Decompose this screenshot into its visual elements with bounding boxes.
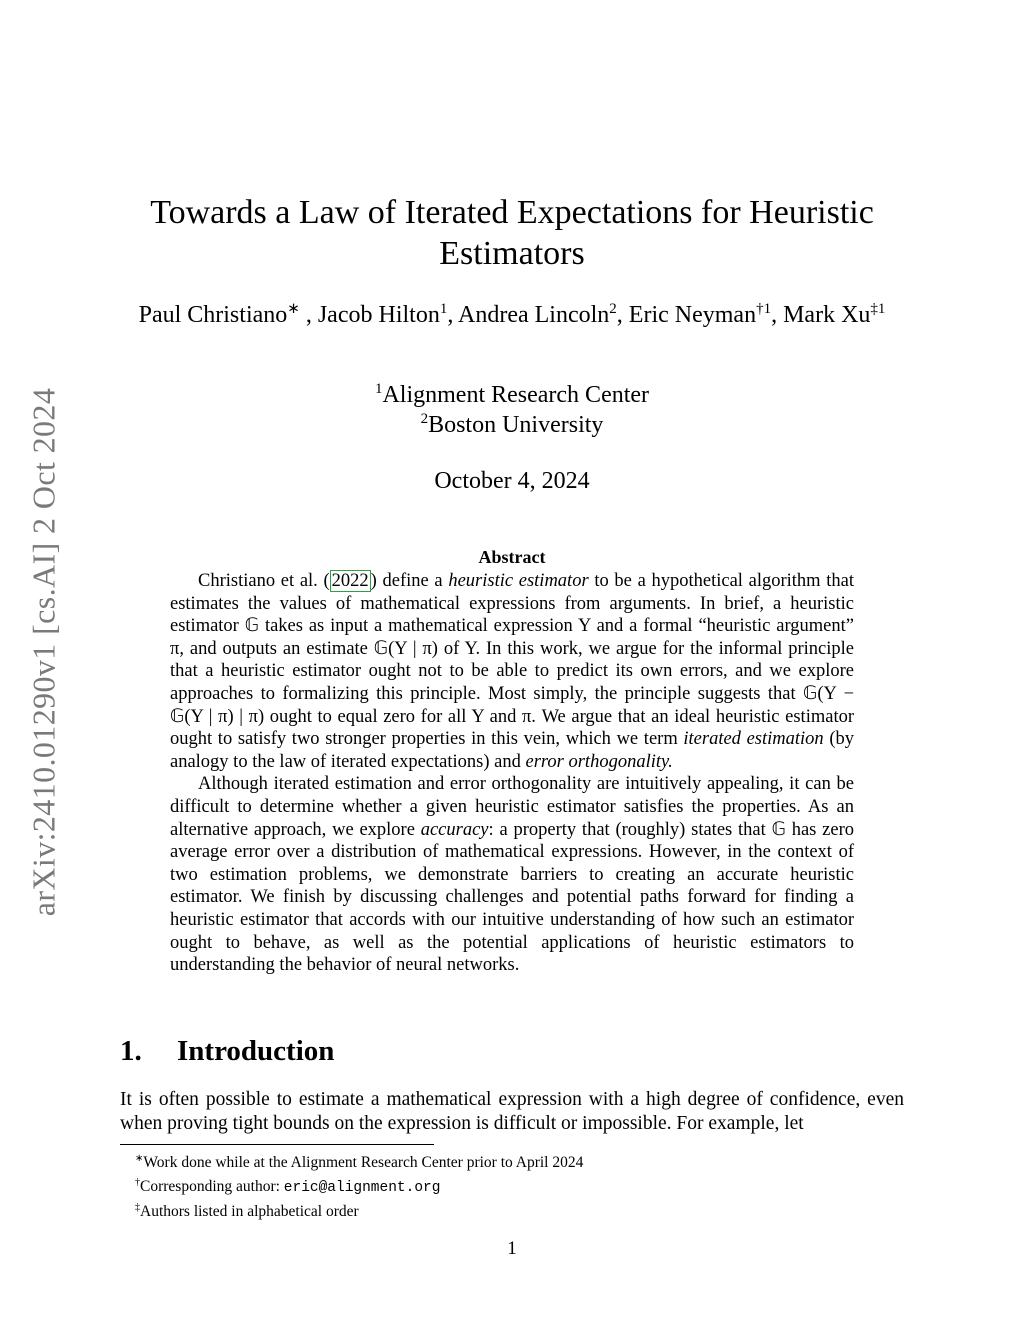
section-number: 1. xyxy=(120,1035,142,1067)
footnote-mark: † xyxy=(135,1177,140,1189)
author-mark: 2 xyxy=(609,301,617,317)
affiliation-1 xyxy=(112,380,912,410)
affiliation-mark: 2 xyxy=(420,411,429,427)
author-mark: †1 xyxy=(756,301,772,317)
author-name: Jacob Hilton xyxy=(317,302,440,328)
abstract-body xyxy=(170,570,854,977)
paper-title: Towards a Law of Iterated Expectations for Heuristic Estimators xyxy=(150,194,874,272)
footnote-text: Authors listed in alphabetical order xyxy=(140,1203,359,1221)
page-number: 1 xyxy=(507,1238,517,1259)
author-mark: ‡1 xyxy=(870,301,886,317)
author-name: Andrea Lincoln xyxy=(458,302,610,328)
abstract-paragraph-1 xyxy=(170,570,854,773)
emphasis: iterated estimation xyxy=(683,729,824,750)
section-title: Introduction xyxy=(177,1035,335,1067)
emphasis: accuracy xyxy=(420,819,489,840)
text-run: (by analogy to the law of iterated expectations) and xyxy=(170,729,854,772)
author-name: Mark Xu xyxy=(783,302,871,328)
affiliation-2 xyxy=(112,410,912,440)
section-heading xyxy=(120,1034,334,1068)
footnotes xyxy=(135,1149,895,1222)
footnote-3 xyxy=(135,1198,895,1222)
author-mark: ∗ xyxy=(287,301,300,317)
footnote-text: Work done while at the Alignment Research Center prior to April 2024 xyxy=(143,1154,584,1172)
abstract-heading: Abstract xyxy=(478,547,546,567)
emphasis: error orthogonality. xyxy=(525,751,673,772)
text-run: to be a hypothetical algorithm that estimates the values of mathematical expressions from arguments. In brief, a heuristic estimator 𝔾 takes as input a mathematical expression Y and a formal “heuristic argument” π, and outputs an estimate 𝔾(Y | π) of Y. In this work, we argue for the informal principle that a heuristic estimator ought not to be able to predict its own errors, and we explore approaches to formalizing this principle. Most simply, the principle suggests that 𝔾(Y − 𝔾(Y | π) | π) ought to equal zero for all Y and π. We argue that an ideal heuristic estimator ought to satisfy two stronger properties in this vein, which we term xyxy=(170,571,854,750)
footnote-text: Corresponding author: xyxy=(140,1178,284,1196)
affiliation-name: Alignment Research Center xyxy=(382,382,650,408)
footnote-1 xyxy=(135,1149,895,1173)
author-name: Eric Neyman xyxy=(628,302,757,328)
abstract-paragraph-2 xyxy=(170,773,854,976)
paper-date: October 4, 2024 xyxy=(434,468,590,494)
intro-paragraph: It is often possible to estimate a mathematical expression with a high degree of confidence, even when proving tight bounds on the expression is difficult or impossible. For example, let xyxy=(120,1089,904,1134)
footnote-2 xyxy=(135,1173,895,1198)
affiliation-name: Boston University xyxy=(428,412,604,438)
footnote-mark: ‡ xyxy=(135,1202,140,1214)
text-run: Although iterated estimation and error orthogonality are intuitively appealing, it can be difficult to determine whether a given heuristic estimator satisfies the properties. As an alternative approach, we explore xyxy=(170,774,854,840)
footnote-rule xyxy=(120,1144,434,1145)
arxiv-sidebar-stamp: arXiv:2410.01290v1 [cs.AI] 2 Oct 2024 xyxy=(25,387,62,917)
author-name: Paul Christiano xyxy=(138,302,288,328)
text-run: : a property that (roughly) states that 𝔾 has zero average error over a distribution of mathematical expressions. However, in the context of two estimation problems, we demonstrate barriers to creating an accurate heuristic estimator. We finish by discussing challenges and potential paths forward for finding a heuristic estimator that accords with our intuitive understanding of how such an estimator ought to behave, as well as the potential applications of heuristic estimators to understanding the behavior of neural networks. xyxy=(170,819,854,976)
text-run: ) define a xyxy=(370,571,449,591)
author-mark: 1 xyxy=(439,301,448,317)
affiliations xyxy=(112,380,912,440)
email-address[interactable]: eric@alignment.org xyxy=(283,1180,441,1197)
emphasis: heuristic estimator xyxy=(448,571,589,591)
affiliation-mark: 1 xyxy=(374,381,383,397)
footnote-mark: ∗ xyxy=(135,1153,144,1164)
text-run: Christiano et al. ( xyxy=(198,571,330,591)
author-list: Paul Christiano∗ , Jacob Hilton$^1$, Andrea Lincoln$^2$, Eric Neyman$^{\dagger 1}$, Mark Xu$^{\ddagger 1}$ xyxy=(138,301,886,328)
citation-link[interactable]: 2022 xyxy=(331,571,369,591)
